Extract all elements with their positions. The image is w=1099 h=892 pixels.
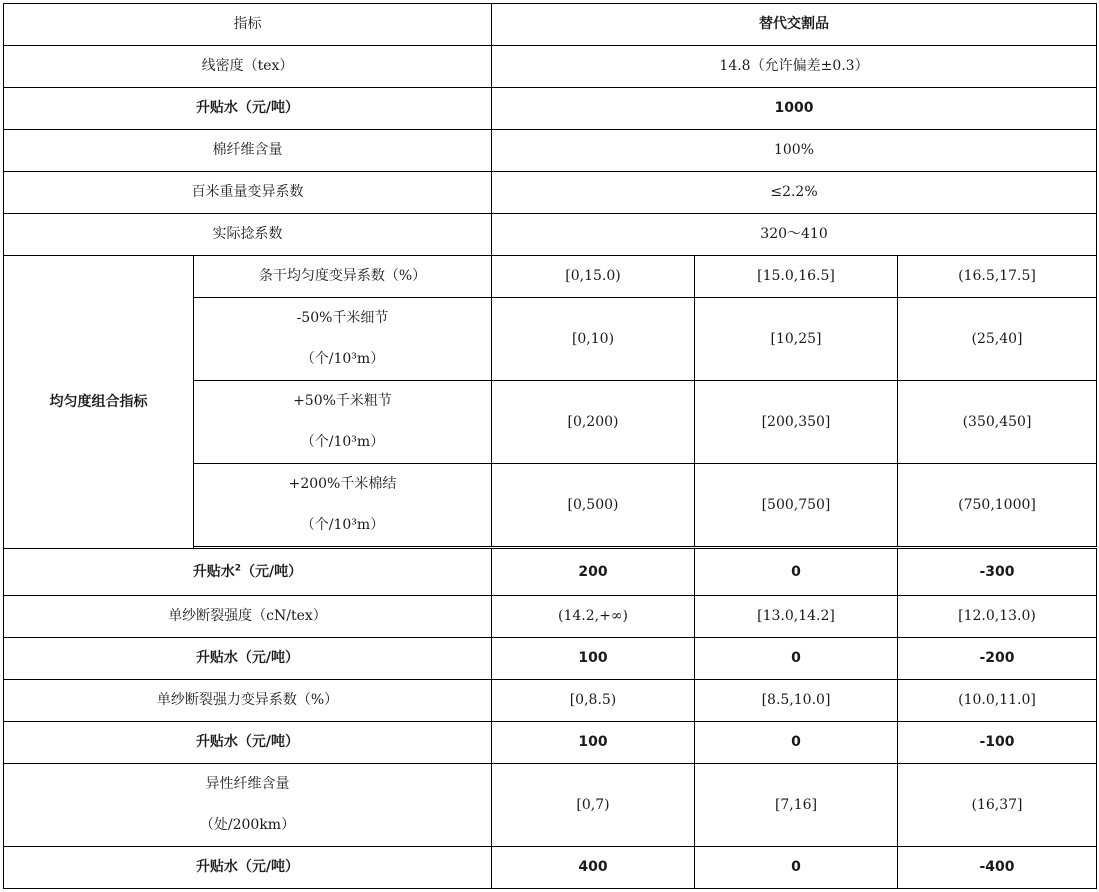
tier-value: [8.5,10.0] — [695, 680, 898, 722]
spec-table — [3, 3, 1097, 889]
label-line: +50%千米粗节 — [293, 393, 392, 409]
label-line: +200%千米棉结 — [288, 476, 397, 492]
header-product: 替代交割品 — [492, 4, 1097, 46]
uniformity-item-label — [194, 464, 492, 547]
label-line: 异性纤维含量 — [205, 776, 290, 792]
premium-label-unit: （元/吨） — [241, 563, 303, 580]
table-row — [4, 764, 1097, 847]
table-row — [4, 214, 1097, 256]
table-row — [4, 722, 1097, 764]
row-label: 升贴水（元/吨） — [4, 722, 492, 764]
tier-value: [0,200) — [492, 381, 695, 464]
tier-value: [0,8.5) — [492, 680, 695, 722]
tier-value: [0,7) — [492, 764, 695, 847]
header-row — [4, 4, 1097, 46]
premium-value: 200 — [492, 549, 695, 596]
label-unit: （个/10³m） — [300, 434, 385, 450]
row-value: 1000 — [492, 88, 1097, 130]
row-label: 升贴水（元/吨） — [4, 638, 492, 680]
tier-value: (14.2,+∞) — [492, 596, 695, 638]
tier-value: [12.0,13.0) — [898, 596, 1097, 638]
table-row — [4, 596, 1097, 638]
premium-value: 0 — [695, 847, 898, 889]
premium-value: -200 — [898, 638, 1097, 680]
label-unit: （个/10³m） — [300, 517, 385, 533]
premium-value: 100 — [492, 638, 695, 680]
uniformity-premium-label — [4, 549, 492, 596]
table-row — [4, 847, 1097, 889]
row-label: 单纱断裂强力变异系数（%） — [4, 680, 492, 722]
tier-value: [7,16] — [695, 764, 898, 847]
table-row — [4, 88, 1097, 130]
table-row — [4, 46, 1097, 88]
table-row — [4, 172, 1097, 214]
row-label: 棉纤维含量 — [4, 130, 492, 172]
header-indicator: 指标 — [4, 4, 492, 46]
premium-value: 400 — [492, 847, 695, 889]
tier-value: [0,15.0) — [492, 256, 695, 298]
premium-value: -300 — [898, 549, 1097, 596]
premium-footnote: 2 — [234, 562, 242, 573]
tier-value: (25,40] — [898, 298, 1097, 381]
tier-value: [500,750] — [695, 464, 898, 547]
tier-value: [13.0,14.2] — [695, 596, 898, 638]
row-value: 14.8（允许偏差±0.3） — [492, 46, 1097, 88]
row-label — [4, 764, 492, 847]
tier-value: [15.0,16.5] — [695, 256, 898, 298]
row-value: 100% — [492, 130, 1097, 172]
premium-value: 0 — [695, 549, 898, 596]
premium-value: -100 — [898, 722, 1097, 764]
row-label: 实际捻系数 — [4, 214, 492, 256]
row-label: 线密度（tex） — [4, 46, 492, 88]
tier-value: [10,25] — [695, 298, 898, 381]
row-value: 320～410 — [492, 214, 1097, 256]
tier-value: (10.0,11.0] — [898, 680, 1097, 722]
label-unit: （个/10³m） — [300, 351, 385, 367]
row-label: 单纱断裂强度（cN/tex） — [4, 596, 492, 638]
table-row — [4, 549, 1097, 596]
premium-value: 0 — [695, 638, 898, 680]
tier-value: [0,500) — [492, 464, 695, 547]
tier-value: (16.5,17.5] — [898, 256, 1097, 298]
tier-value: (350,450] — [898, 381, 1097, 464]
table-row — [4, 638, 1097, 680]
tier-value: [0,10) — [492, 298, 695, 381]
table-row — [4, 680, 1097, 722]
tier-value: [200,350] — [695, 381, 898, 464]
label-unit: （处/200km） — [199, 817, 296, 833]
tier-value: (750,1000] — [898, 464, 1097, 547]
row-label: 百米重量变异系数 — [4, 172, 492, 214]
table-row — [4, 256, 1097, 298]
row-label: 升贴水（元/吨） — [4, 847, 492, 889]
premium-value: -400 — [898, 847, 1097, 889]
uniformity-item-label: 条干均匀度变异系数（%） — [194, 256, 492, 298]
row-label: 升贴水（元/吨） — [4, 88, 492, 130]
label-line: -50%千米细节 — [296, 310, 389, 326]
tier-value: (16,37] — [898, 764, 1097, 847]
premium-value: 0 — [695, 722, 898, 764]
row-value: ≤2.2% — [492, 172, 1097, 214]
uniformity-group-label: 均匀度组合指标 — [4, 256, 194, 549]
uniformity-item-label — [194, 381, 492, 464]
uniformity-item-label — [194, 298, 492, 381]
table-row — [4, 130, 1097, 172]
premium-label-text: 升贴水 — [192, 563, 235, 580]
premium-value: 100 — [492, 722, 695, 764]
